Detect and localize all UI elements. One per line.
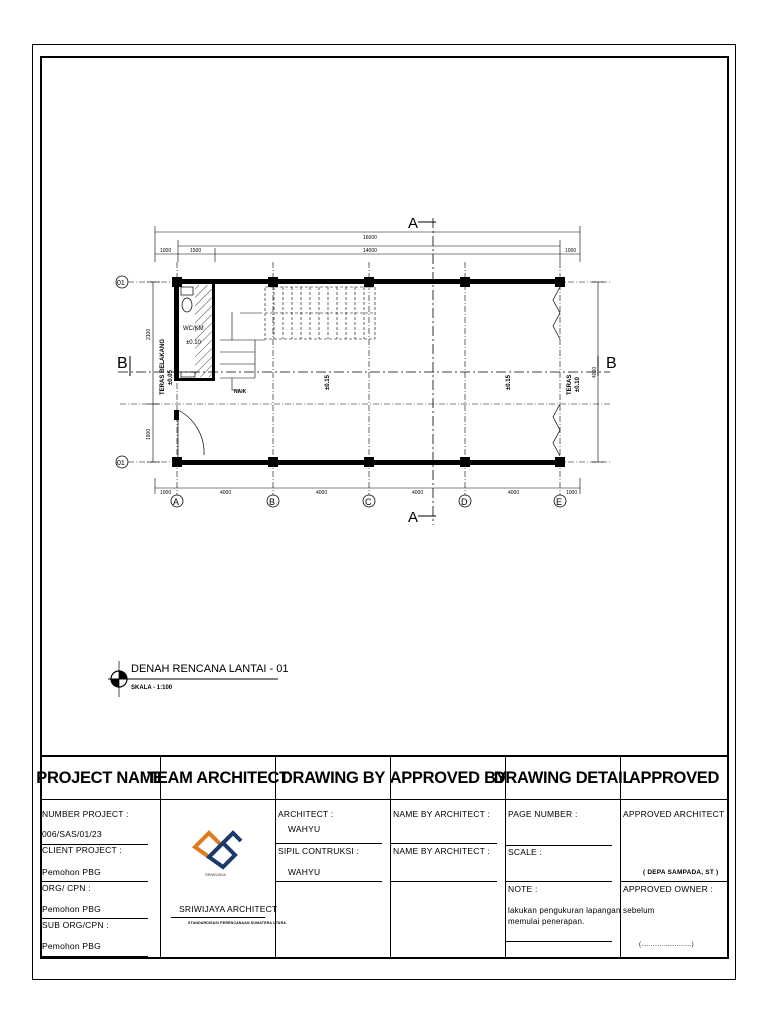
org-cpn-value: Pemohon PBG <box>42 904 101 914</box>
number-project-value: 006/SAS/01/23 <box>42 829 102 839</box>
dim-total: 16000 <box>363 235 377 241</box>
room-wc-label: WC/KM <box>183 326 204 332</box>
number-project-label: NUMBER PROJECT : <box>42 809 129 819</box>
naik-label: NAIK <box>234 389 247 395</box>
caption-scale: SKALA - 1:100 <box>131 685 173 691</box>
note-label: NOTE : <box>508 884 538 894</box>
grid-bubble-b <box>267 495 279 507</box>
drawing-caption <box>108 661 289 697</box>
grid-bubble-a <box>171 495 183 507</box>
section-marker-top: A <box>408 215 419 232</box>
client-project-label: CLIENT PROJECT : <box>42 845 122 855</box>
client-project-value: Pemohon PBG <box>42 867 101 877</box>
dimension-lines-bottom <box>155 478 580 496</box>
dim-bottom-1: 4000 <box>220 490 232 496</box>
divider <box>506 881 612 882</box>
grid-bubble-row-bottom <box>116 456 128 468</box>
architect-label: ARCHITECT : <box>278 809 334 819</box>
note-text-1: lakukan pengukuran lapangan sebelum <box>508 906 655 915</box>
dim-top-6: 1000 <box>565 248 577 254</box>
header-project-name: PROJECT NAME <box>40 757 160 800</box>
level-label-1: ±0.15 <box>325 375 331 390</box>
grid-col-label-e: E <box>556 497 563 507</box>
dimension-lines-top <box>155 226 580 262</box>
divider <box>621 881 728 882</box>
grid-col-label-d: D <box>461 497 468 507</box>
divider <box>40 918 148 919</box>
col-team-architect <box>147 757 289 959</box>
room-teras-level: ±0.10 <box>575 377 581 392</box>
grid-col-label-b: B <box>269 497 276 507</box>
wc-fixtures <box>181 287 195 377</box>
staircase <box>220 287 375 390</box>
divider <box>391 843 497 844</box>
name-by-architect-2: NAME BY ARCHITECT : <box>393 846 491 856</box>
grid-col-label-a: A <box>173 497 180 507</box>
grid-bubble-row-top <box>116 276 128 288</box>
org-cpn-label: ORG/ CPN : <box>42 883 91 893</box>
approved-architect-value: ( DEPA SAMPADA, ST ) <box>643 869 719 876</box>
divider <box>506 941 612 942</box>
logo-text: SRIWIJAYA <box>205 872 226 877</box>
col-approved <box>620 757 730 959</box>
page-number-label: PAGE NUMBER : <box>508 809 578 819</box>
col-drawing-detail <box>493 757 655 959</box>
grid-bubble-e <box>554 495 566 507</box>
col-approved-by <box>390 757 505 959</box>
approved-owner-value: (...........................) <box>639 942 694 948</box>
divider <box>276 843 382 844</box>
room-teras-belakang-level: ±0.05 <box>168 370 174 385</box>
divider <box>276 881 382 882</box>
dim-left-1: 1900 <box>146 428 152 440</box>
header-team-architect: TEAM ARCHITECT <box>161 757 275 800</box>
divider <box>40 881 148 882</box>
scale-label: SCALE : <box>508 847 542 857</box>
dim-top-0: 1000 <box>160 248 172 254</box>
header-drawing-by: DRAWING BY <box>276 757 390 800</box>
name-by-architect-1: NAME BY ARCHITECT : <box>393 809 491 819</box>
approved-owner-label: APPROVED OWNER : <box>623 884 714 894</box>
firm-name: SRIWIJAYA ARCHITECT <box>179 904 278 914</box>
caption-title: DENAH RENCANA LANTAI - 01 <box>131 663 289 675</box>
approved-architect-label: APPROVED ARCHITECT : <box>623 809 730 819</box>
sipil-value: WAHYU <box>288 867 321 877</box>
divider <box>40 956 148 957</box>
firm-logo <box>191 823 245 881</box>
col-project-name <box>36 757 164 959</box>
dim-right: 4000 <box>592 366 598 378</box>
section-line-b <box>117 355 617 376</box>
header-drawing-detail: DRAWING DETAIL <box>506 757 620 800</box>
dim-bottom-2: 4000 <box>316 490 328 496</box>
dim-bottom-5: 1000 <box>566 490 578 496</box>
dim-bottom-0: 1000 <box>160 490 172 496</box>
grid-row-label-bottom: 01 <box>117 460 125 467</box>
divider <box>171 917 265 918</box>
title-block <box>36 755 730 959</box>
header-approved-by: APPROVED BY <box>391 757 505 800</box>
grid-row-label-top: 01 <box>117 280 125 287</box>
grid-bubble-c <box>363 495 375 507</box>
dim-top-1: 1500 <box>190 248 202 254</box>
dim-left-0: 2100 <box>146 328 152 340</box>
architect-value: WAHYU <box>288 824 321 834</box>
dim-inner: 14000 <box>363 248 377 254</box>
main-door <box>178 410 204 458</box>
header-approved: APPROVED <box>621 757 727 800</box>
room-teras-belakang-label: TERAS BELAKANG <box>160 338 166 395</box>
room-labels <box>160 326 581 395</box>
grid-col-label-c: C <box>365 497 372 507</box>
note-text-2: memulai penerapan. <box>508 917 585 926</box>
col-drawing-by <box>275 757 390 959</box>
section-marker-bottom: A <box>408 509 419 526</box>
section-marker-left: B <box>117 355 128 372</box>
divider <box>391 881 497 882</box>
sub-org-label: SUB ORG/CPN : <box>42 920 109 930</box>
section-marker-right: B <box>606 355 617 372</box>
level-label-2: ±0.15 <box>506 375 512 390</box>
grid-bubbles <box>116 276 566 507</box>
divider <box>506 845 612 846</box>
room-wc-level: ±0.10 <box>186 340 201 346</box>
front-folding-door <box>553 287 560 456</box>
sipil-label: SIPIL CONTRUKSI : <box>278 846 360 856</box>
grid-bubble-d <box>459 495 471 507</box>
room-teras-label: TERAS <box>567 374 573 395</box>
dim-bottom-4: 4000 <box>508 490 520 496</box>
sub-org-value: Pemohon PBG <box>42 941 101 951</box>
dim-bottom-3: 4000 <box>412 490 424 496</box>
section-line-a <box>408 215 436 526</box>
firm-subtitle: STANDARDISASI PERENCANAAN SUMATERA UTARA <box>188 921 287 925</box>
